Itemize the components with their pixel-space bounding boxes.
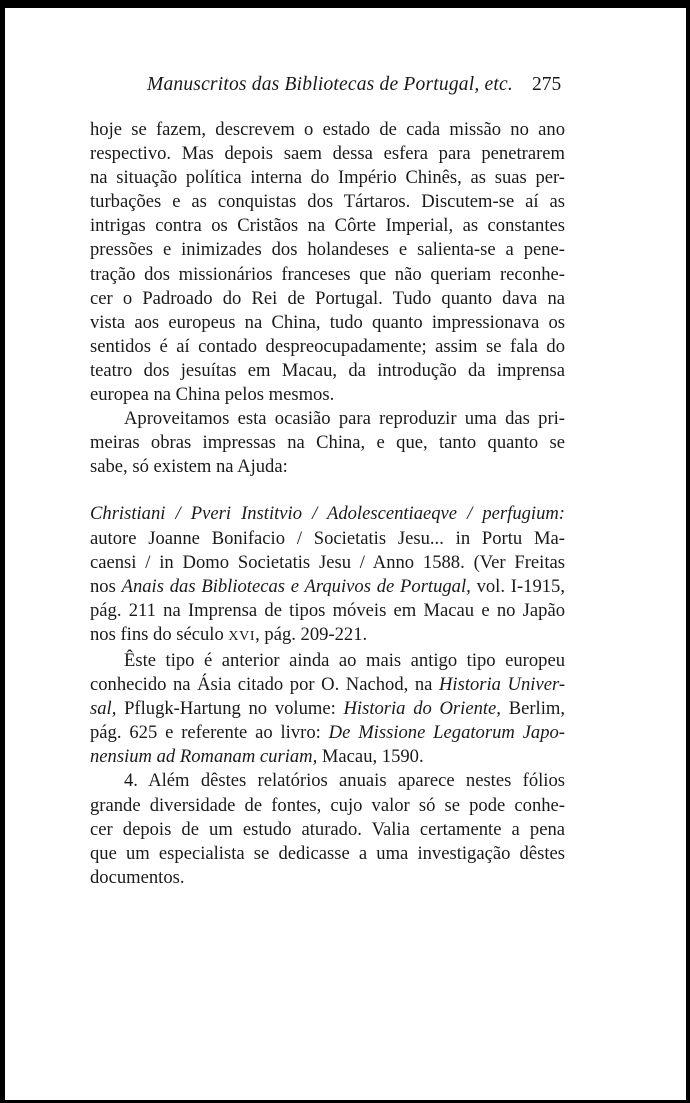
text-run: Pflugk-Hartung no volume:	[116, 698, 344, 720]
book-title: De Missione Legatorum Japo-	[328, 722, 565, 744]
text-run: vol. I-1915,	[470, 575, 565, 597]
text-line	[90, 721, 565, 745]
text-run: Berlim,	[500, 698, 565, 720]
text-run: pág. 625 e referente ao livro:	[90, 722, 329, 744]
text-line: Êste tipo é anterior ainda ao mais antigo tipo europeu	[124, 649, 565, 671]
citation-block	[90, 502, 565, 649]
text-run: Macau, 1590.	[317, 746, 424, 768]
text-line	[90, 697, 565, 721]
text-run: nos fins do século	[90, 623, 229, 645]
text-line: hoje se fazem, descrevem o estado de cada missão no ano	[90, 119, 565, 140]
text-line: tração dos missionários franceses que não queriam reconhe-	[90, 263, 565, 285]
paragraph-4	[90, 769, 565, 889]
text-line: que um especialista se dedicasse a uma investigação dêstes	[90, 842, 565, 864]
text-line	[90, 745, 565, 769]
paragraph-2	[90, 407, 565, 479]
text-run: conhecido na Ásia citado por O. Nachod, na	[90, 674, 439, 696]
paragraph-1	[90, 118, 565, 407]
text-line: 4. Além dêstes relatórios anuais aparece nestes fólios	[124, 770, 565, 792]
text-line: Aproveitamos esta ocasião para reproduzir uma das pri-	[124, 408, 565, 430]
text-run: , pág. 209-221.	[255, 623, 368, 645]
body-text	[90, 118, 565, 890]
text-line: grande diversidade de fontes, cujo valor só se pode conhe-	[90, 794, 565, 816]
text-run: nos	[90, 575, 122, 597]
text-line: europea na China pelos mesmos.	[90, 384, 335, 406]
text-line: meiras obras impressas na China, e que, tanto quanto se	[90, 432, 565, 454]
spacer	[90, 479, 565, 502]
text-line: vista aos europeus na China, tudo quanto impressionava os	[90, 311, 565, 333]
book-title: nensium ad Romanam curiam,	[90, 746, 318, 768]
text-line: documentos.	[90, 866, 185, 888]
text-line: intrigas contra os Cristãos na Côrte Imperial, as constantes	[90, 215, 565, 237]
text-line	[90, 502, 565, 526]
text-line: autore Joanne Bonifacio / Societatis Jesu... in Portu Ma-	[90, 527, 565, 549]
paragraph-3	[90, 649, 565, 769]
citation-title: Christiani / Pveri Institvio / Adolescentiaeqve / perfugium:	[90, 503, 565, 525]
page-number: 275	[532, 74, 562, 95]
citation-journal: Anais das Bibliotecas e Arquivos de Portugal,	[121, 575, 471, 597]
book-title: Historia Univer-	[438, 674, 566, 696]
page-header	[5, 70, 686, 102]
text-line	[90, 673, 565, 697]
running-title: Manuscritos das Bibliotecas de Portugal, etc.	[147, 74, 513, 95]
book-title: Historia do Oriente,	[343, 698, 501, 720]
text-line: respectivo. Mas depois saem dessa esfera para penetrarem	[90, 143, 565, 165]
page	[5, 8, 686, 1100]
text-line: caensi / in Domo Societatis Jesu / Anno 1588. (Ver Freitas	[90, 551, 565, 573]
century-numeral: XVI	[228, 628, 256, 644]
text-line: pág. 211 na Imprensa de tipos móveis em Macau e no Japão	[90, 599, 565, 621]
text-line	[90, 575, 565, 599]
text-line	[90, 623, 565, 649]
text-line: sentidos é aí contado despreocupadamente; assim se fala do	[90, 335, 565, 357]
text-line: sabe, só existem na Ajuda:	[90, 456, 288, 478]
text-line: teatro dos jesuítas em Macau, da introdução da imprensa	[90, 359, 565, 381]
text-line: cer depois de um estudo aturado. Valia certamente a pena	[90, 818, 565, 840]
text-line: turbações e as conquistas dos Tártaros. Discutem-se aí as	[90, 191, 565, 213]
text-line: na situação política interna do Império Chinês, as suas per-	[90, 167, 565, 189]
text-line: pressões e inimizades dos holandeses e salienta-se a pene-	[90, 239, 565, 261]
text-line: cer o Padroado do Rei de Portugal. Tudo quanto dava na	[90, 287, 565, 309]
book-title: sal,	[90, 698, 117, 720]
